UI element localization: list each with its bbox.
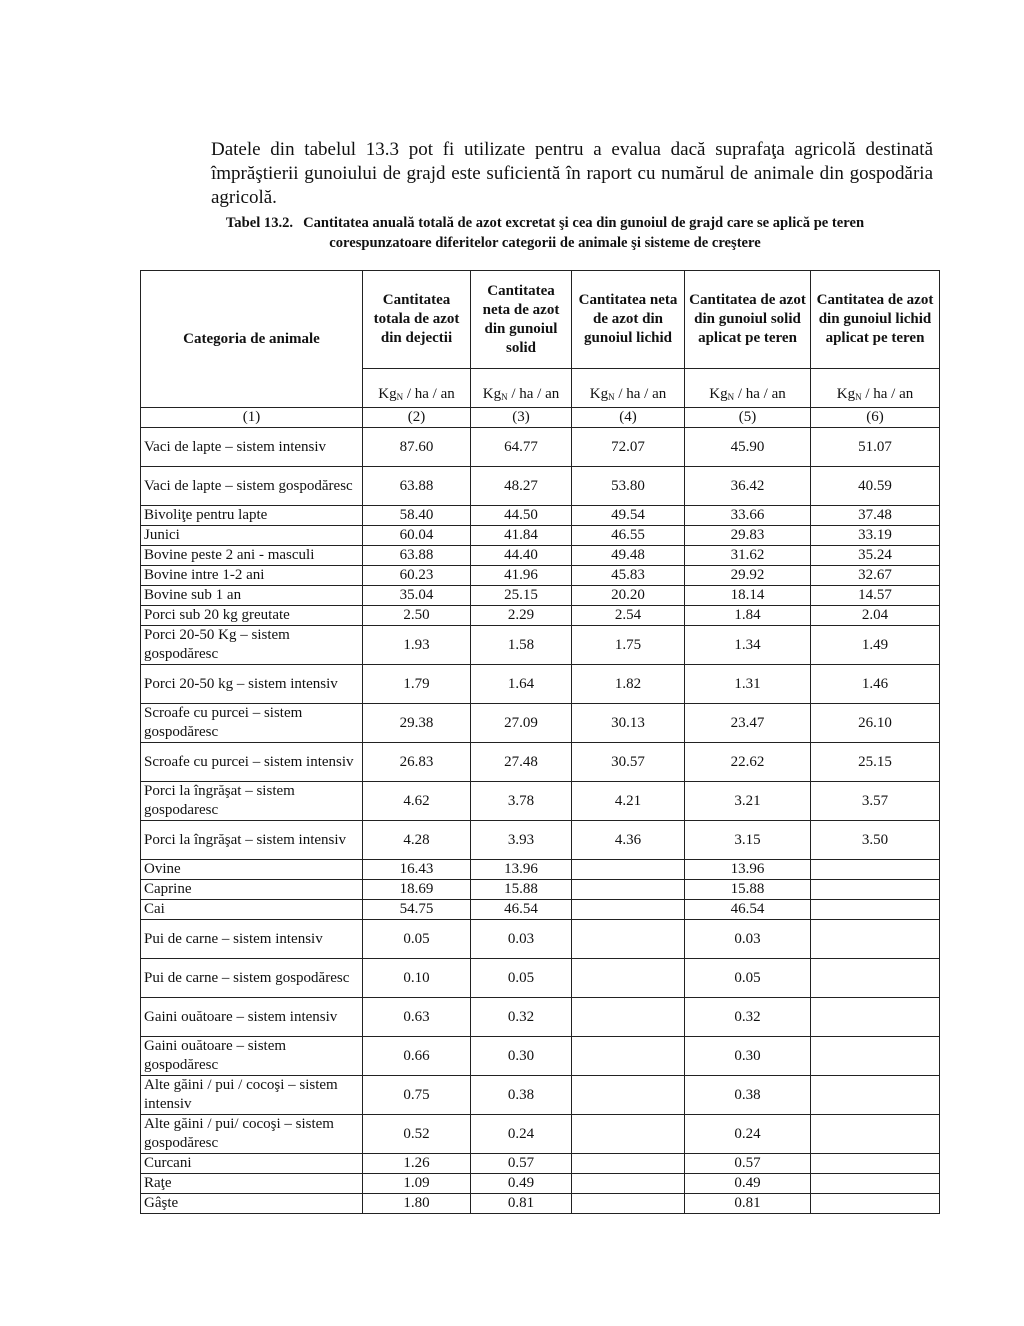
unit-text: Kg <box>378 386 397 402</box>
value-cell: 49.54 <box>572 506 685 526</box>
category-cell: Bovine sub 1 an <box>141 586 363 606</box>
table-row <box>141 900 940 920</box>
value-cell: 44.50 <box>471 506 572 526</box>
category-cell: Porci 20-50 Kg – sistem gospodăresc <box>141 626 363 665</box>
value-cell: 3.50 <box>811 821 940 860</box>
value-cell: 63.88 <box>363 467 471 506</box>
value-cell: 4.36 <box>572 821 685 860</box>
value-cell: 25.15 <box>471 586 572 606</box>
value-cell: 33.19 <box>811 526 940 546</box>
unit-cell <box>572 369 685 408</box>
column-number: (1) <box>141 408 363 428</box>
value-cell <box>811 880 940 900</box>
value-cell: 22.62 <box>685 743 811 782</box>
unit-subscript: N <box>608 392 615 402</box>
value-cell: 41.96 <box>471 566 572 586</box>
value-cell: 0.66 <box>363 1037 471 1076</box>
category-cell: Pui de carne – sistem intensiv <box>141 920 363 959</box>
value-cell: 63.88 <box>363 546 471 566</box>
value-cell: 23.47 <box>685 704 811 743</box>
table-row <box>141 506 940 526</box>
value-cell: 44.40 <box>471 546 572 566</box>
unit-text: Kg <box>589 386 609 402</box>
table-row <box>141 821 940 860</box>
value-cell: 2.29 <box>471 606 572 626</box>
table-row <box>141 1194 940 1214</box>
value-cell: 2.04 <box>811 606 940 626</box>
table-row <box>141 1115 940 1154</box>
value-cell: 0.49 <box>685 1174 811 1194</box>
category-cell: Gaini ouătoare – sistem intensiv <box>141 998 363 1037</box>
value-cell <box>811 1076 940 1115</box>
value-cell: 15.88 <box>685 880 811 900</box>
value-cell: 13.96 <box>471 860 572 880</box>
value-cell: 2.54 <box>572 606 685 626</box>
table-row <box>141 704 940 743</box>
unit-text: / ha / an <box>734 386 786 402</box>
table-body <box>141 428 940 1214</box>
value-cell: 0.32 <box>685 998 811 1037</box>
value-cell: 1.58 <box>471 626 572 665</box>
value-cell: 0.10 <box>363 959 471 998</box>
category-cell: Gaini ouătoare – sistem gospodăresc <box>141 1037 363 1076</box>
category-cell: Scroafe cu purcei – sistem gospodăresc <box>141 704 363 743</box>
value-cell <box>572 1154 685 1174</box>
category-cell: Bovine intre 1-2 ani <box>141 566 363 586</box>
unit-cell <box>685 369 811 408</box>
value-cell: 30.13 <box>572 704 685 743</box>
column-number: (2) <box>363 408 471 428</box>
unit-text: / ha / an <box>507 386 560 402</box>
value-cell <box>811 1154 940 1174</box>
value-cell: 60.04 <box>363 526 471 546</box>
value-cell: 1.93 <box>363 626 471 665</box>
value-cell <box>811 1174 940 1194</box>
value-cell: 0.03 <box>471 920 572 959</box>
value-cell: 1.34 <box>685 626 811 665</box>
table-row <box>141 743 940 782</box>
value-cell: 1.80 <box>363 1194 471 1214</box>
value-cell: 53.80 <box>572 467 685 506</box>
table-row <box>141 546 940 566</box>
caption-line-2: corespunzatoare diferitelor categorii de animale şi sisteme de creştere <box>329 235 761 251</box>
value-cell <box>572 860 685 880</box>
value-cell: 27.48 <box>471 743 572 782</box>
category-cell: Ovine <box>141 860 363 880</box>
value-cell: 16.43 <box>363 860 471 880</box>
value-cell: 1.26 <box>363 1154 471 1174</box>
value-cell: 3.15 <box>685 821 811 860</box>
value-cell: 3.93 <box>471 821 572 860</box>
value-cell <box>572 959 685 998</box>
table-row <box>141 467 940 506</box>
column-header: Cantitatea de azot din gunoiul lichid aplicat pe teren <box>811 271 940 369</box>
value-cell: 0.38 <box>685 1076 811 1115</box>
unit-subscript: N <box>855 392 862 402</box>
unit-text: / ha / an <box>403 386 455 402</box>
value-cell: 1.49 <box>811 626 940 665</box>
value-cell <box>572 1194 685 1214</box>
unit-cell <box>471 369 572 408</box>
category-cell: Scroafe cu purcei – sistem intensiv <box>141 743 363 782</box>
value-cell: 87.60 <box>363 428 471 467</box>
value-cell <box>572 1174 685 1194</box>
table-row <box>141 920 940 959</box>
value-cell: 1.64 <box>471 665 572 704</box>
value-cell: 1.31 <box>685 665 811 704</box>
caption-title: Cantitatea anuală totală de azot excretat şi cea din gunoiul de grajd care se aplică pe teren <box>303 215 865 231</box>
table-row <box>141 782 940 821</box>
value-cell <box>811 959 940 998</box>
value-cell: 0.81 <box>685 1194 811 1214</box>
table-row <box>141 566 940 586</box>
value-cell: 29.38 <box>363 704 471 743</box>
value-cell: 26.83 <box>363 743 471 782</box>
category-cell: Bivoliţe pentru lapte <box>141 506 363 526</box>
category-cell: Curcani <box>141 1154 363 1174</box>
table-row <box>141 626 940 665</box>
value-cell: 49.48 <box>572 546 685 566</box>
unit-cell <box>363 369 471 408</box>
value-cell: 33.66 <box>685 506 811 526</box>
value-cell: 0.30 <box>471 1037 572 1076</box>
nitrogen-table <box>140 270 940 1214</box>
table-row <box>141 1076 940 1115</box>
category-cell: Junici <box>141 526 363 546</box>
value-cell: 3.21 <box>685 782 811 821</box>
value-cell: 64.77 <box>471 428 572 467</box>
value-cell: 31.62 <box>685 546 811 566</box>
category-cell: Vaci de lapte – sistem intensiv <box>141 428 363 467</box>
category-cell: Pui de carne – sistem gospodăresc <box>141 959 363 998</box>
value-cell <box>811 998 940 1037</box>
category-cell: Caprine <box>141 880 363 900</box>
table-caption <box>150 213 940 253</box>
table-row <box>141 526 940 546</box>
value-cell: 0.05 <box>471 959 572 998</box>
category-cell: Gâşte <box>141 1194 363 1214</box>
value-cell <box>811 900 940 920</box>
unit-text: Kg <box>836 386 856 402</box>
value-cell: 27.09 <box>471 704 572 743</box>
unit-cell <box>811 369 940 408</box>
value-cell: 60.23 <box>363 566 471 586</box>
value-cell <box>572 900 685 920</box>
category-cell: Porci la îngrăşat – sistem intensiv <box>141 821 363 860</box>
table-row <box>141 860 940 880</box>
column-header: Cantitatea de azot din gunoiul solid aplicat pe teren <box>685 271 811 369</box>
value-cell: 48.27 <box>471 467 572 506</box>
value-cell: 0.81 <box>471 1194 572 1214</box>
value-cell: 41.84 <box>471 526 572 546</box>
unit-subscript: N <box>501 392 508 402</box>
value-cell: 37.48 <box>811 506 940 526</box>
value-cell: 0.24 <box>685 1115 811 1154</box>
category-cell: Raţe <box>141 1174 363 1194</box>
value-cell: 0.05 <box>363 920 471 959</box>
value-cell: 4.28 <box>363 821 471 860</box>
category-cell: Cai <box>141 900 363 920</box>
category-cell: Bovine peste 2 ani - masculi <box>141 546 363 566</box>
column-number: (5) <box>685 408 811 428</box>
value-cell: 15.88 <box>471 880 572 900</box>
value-cell: 0.49 <box>471 1174 572 1194</box>
value-cell: 0.75 <box>363 1076 471 1115</box>
table-row <box>141 1154 940 1174</box>
table-row <box>141 428 940 467</box>
value-cell: 46.54 <box>471 900 572 920</box>
table-row <box>141 998 940 1037</box>
column-header: Cantitatea totala de azot din dejectii <box>363 271 471 369</box>
table-row <box>141 606 940 626</box>
value-cell <box>572 1037 685 1076</box>
intro-paragraph: Datele din tabelul 13.3 pot fi utilizate pentru a evalua dacă suprafaţa agricolă destinată împrăştierii gunoiului de grajd este suficientă în raport cu numărul de animale din gospodăria agricolă. <box>211 139 933 208</box>
value-cell: 0.52 <box>363 1115 471 1154</box>
value-cell: 0.38 <box>471 1076 572 1115</box>
value-cell: 3.78 <box>471 782 572 821</box>
unit-subscript: N <box>396 392 404 402</box>
table-row <box>141 959 940 998</box>
value-cell <box>572 998 685 1037</box>
category-cell: Alte găini / pui / cocoşi – sistem intensiv <box>141 1076 363 1115</box>
table-row <box>141 1037 940 1076</box>
value-cell: 1.82 <box>572 665 685 704</box>
category-cell: Alte găini / pui/ cocoşi – sistem gospodăresc <box>141 1115 363 1154</box>
category-cell: Porci sub 20 kg greutate <box>141 606 363 626</box>
value-cell: 46.55 <box>572 526 685 546</box>
table-row <box>141 586 940 606</box>
value-cell: 1.46 <box>811 665 940 704</box>
header-row <box>141 271 940 369</box>
table-row <box>141 665 940 704</box>
column-number: (6) <box>811 408 940 428</box>
value-cell: 36.42 <box>685 467 811 506</box>
value-cell: 54.75 <box>363 900 471 920</box>
value-cell: 46.54 <box>685 900 811 920</box>
unit-text: / ha / an <box>861 386 914 402</box>
value-cell: 35.04 <box>363 586 471 606</box>
value-cell: 0.63 <box>363 998 471 1037</box>
numbering-row <box>141 408 940 428</box>
value-cell: 32.67 <box>811 566 940 586</box>
value-cell: 45.90 <box>685 428 811 467</box>
value-cell <box>811 1115 940 1154</box>
category-cell: Porci la îngrăşat – sistem gospodaresc <box>141 782 363 821</box>
value-cell: 20.20 <box>572 586 685 606</box>
value-cell: 0.57 <box>685 1154 811 1174</box>
value-cell: 72.07 <box>572 428 685 467</box>
value-cell: 18.14 <box>685 586 811 606</box>
value-cell: 0.05 <box>685 959 811 998</box>
value-cell: 1.75 <box>572 626 685 665</box>
table-row <box>141 1174 940 1194</box>
value-cell: 18.69 <box>363 880 471 900</box>
value-cell: 1.09 <box>363 1174 471 1194</box>
column-header: Cantitatea neta de azot din gunoiul lichid <box>572 271 685 369</box>
value-cell: 1.79 <box>363 665 471 704</box>
value-cell <box>572 880 685 900</box>
value-cell: 3.57 <box>811 782 940 821</box>
value-cell: 40.59 <box>811 467 940 506</box>
unit-text: / ha / an <box>614 386 667 402</box>
value-cell: 1.84 <box>685 606 811 626</box>
unit-subscript: N <box>727 392 735 402</box>
value-cell <box>572 1076 685 1115</box>
value-cell: 0.57 <box>471 1154 572 1174</box>
value-cell: 0.32 <box>471 998 572 1037</box>
value-cell: 58.40 <box>363 506 471 526</box>
value-cell: 0.24 <box>471 1115 572 1154</box>
category-header: Categoria de animale <box>141 271 363 408</box>
value-cell: 26.10 <box>811 704 940 743</box>
column-number: (4) <box>572 408 685 428</box>
caption-line-1 <box>150 213 940 233</box>
value-cell: 0.30 <box>685 1037 811 1076</box>
unit-text: Kg <box>482 386 502 402</box>
value-cell: 25.15 <box>811 743 940 782</box>
category-cell: Vaci de lapte – sistem gospodăresc <box>141 467 363 506</box>
value-cell: 4.21 <box>572 782 685 821</box>
table-row <box>141 880 940 900</box>
value-cell: 45.83 <box>572 566 685 586</box>
value-cell <box>811 1194 940 1214</box>
value-cell: 51.07 <box>811 428 940 467</box>
value-cell: 29.83 <box>685 526 811 546</box>
value-cell <box>572 920 685 959</box>
value-cell: 2.50 <box>363 606 471 626</box>
value-cell: 35.24 <box>811 546 940 566</box>
column-header: Cantitatea neta de azot din gunoiul solid <box>471 271 572 369</box>
value-cell: 14.57 <box>811 586 940 606</box>
category-cell: Porci 20-50 kg – sistem intensiv <box>141 665 363 704</box>
value-cell <box>572 1115 685 1154</box>
value-cell: 0.03 <box>685 920 811 959</box>
caption-label: Tabel 13.2. <box>225 215 294 231</box>
value-cell: 29.92 <box>685 566 811 586</box>
value-cell <box>811 860 940 880</box>
column-number: (3) <box>471 408 572 428</box>
value-cell <box>811 920 940 959</box>
value-cell: 4.62 <box>363 782 471 821</box>
value-cell <box>811 1037 940 1076</box>
value-cell: 30.57 <box>572 743 685 782</box>
value-cell: 13.96 <box>685 860 811 880</box>
unit-text: Kg <box>709 386 728 402</box>
